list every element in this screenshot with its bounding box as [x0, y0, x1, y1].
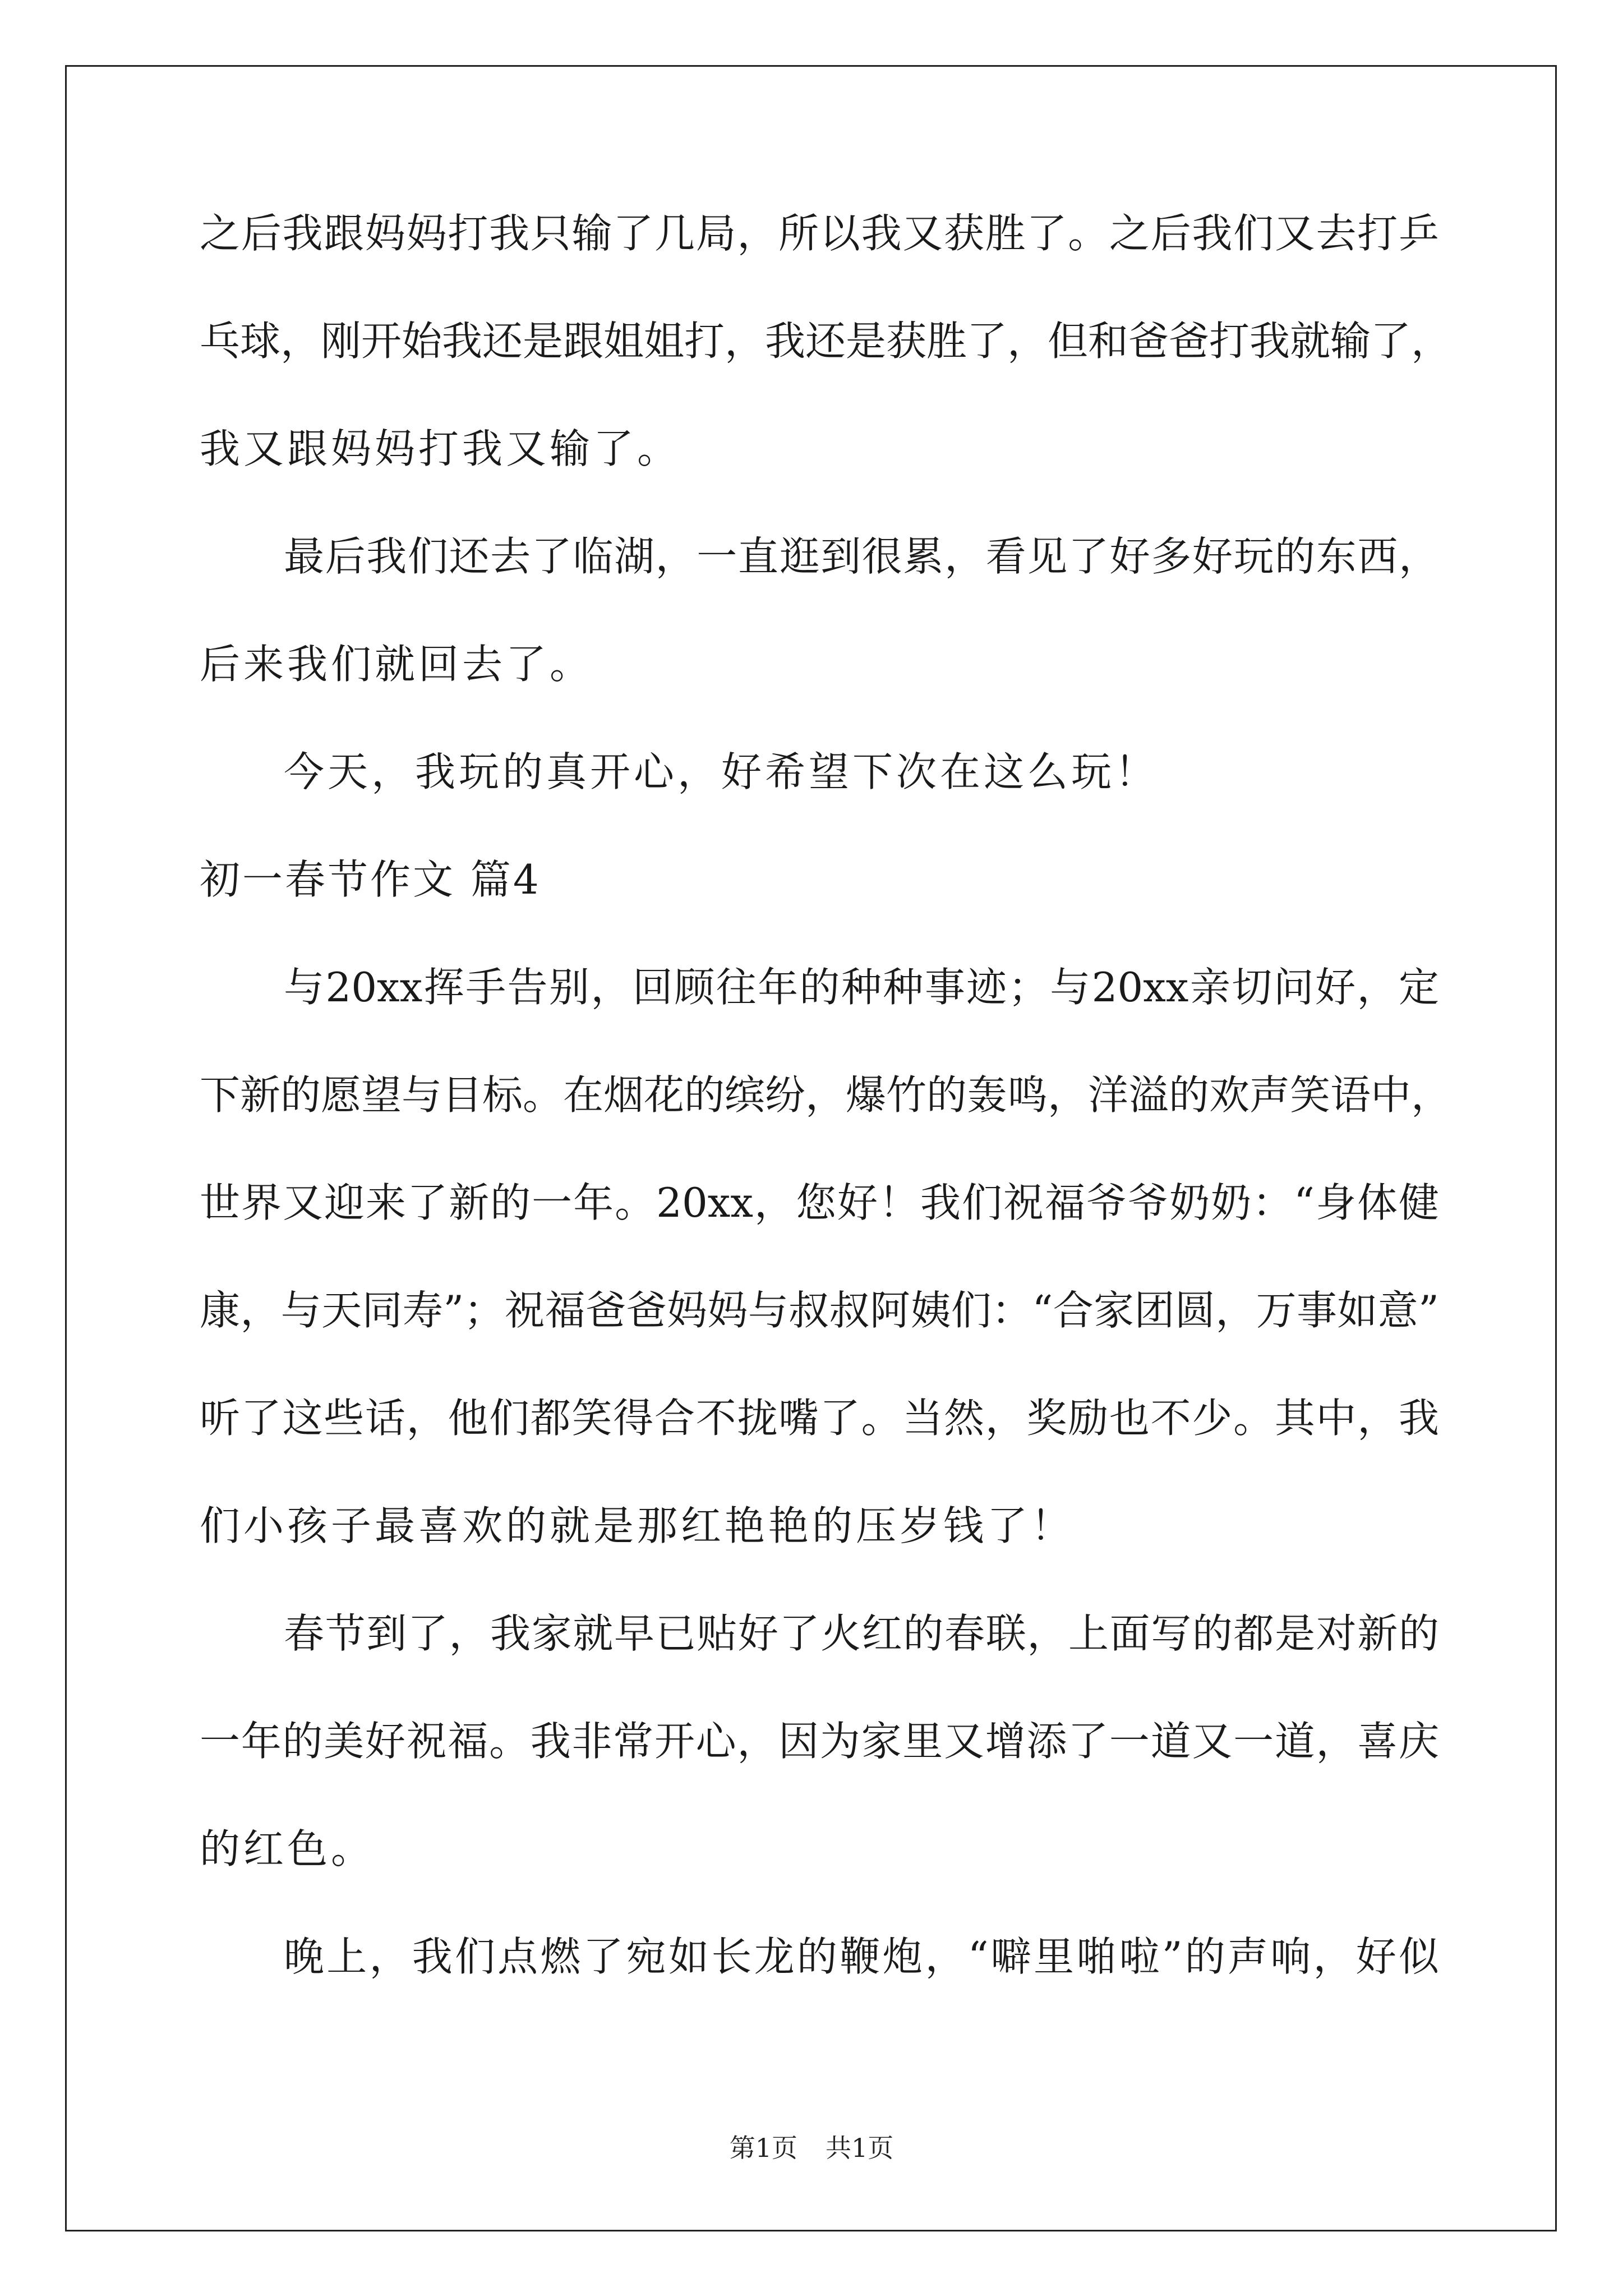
text-line: 听了这些话，他们都笑得合不拢嘴了。当然，奖励也不少。其中，我 — [200, 1395, 1439, 1442]
text-line: 一年的美好祝福。我非常开心，因为家里又增添了一道又一道，喜庆 — [200, 1718, 1439, 1765]
page-total: 共1页 — [826, 2133, 894, 2163]
text-line: 晚上，我们点燃了宛如长龙的鞭炮，“噼里啪啦”的声响，好似 — [284, 1933, 1439, 1980]
text-line: 的红色。 — [200, 1825, 375, 1872]
text-line: 之后我跟妈妈打我只输了几局，所以我又获胜了。之后我们又去打乒 — [200, 210, 1439, 257]
page-number: 第1页 — [729, 2133, 797, 2163]
text-line: 今天，我玩的真开心，好希望下次在这么玩！ — [284, 748, 1159, 795]
document-body — [200, 210, 1452, 2044]
page-footer — [0, 2135, 1623, 2161]
section-heading: 初一春节作文 篇4 — [200, 856, 541, 903]
text-line: 我又跟妈妈打我又输了。 — [200, 425, 681, 472]
text-line: 春节到了，我家就早已贴好了火红的春联，上面写的都是对新的 — [284, 1610, 1439, 1657]
text-line: 康，与天同寿”；祝福爸爸妈妈与叔叔阿姨们：“合家团圆，万事如意” — [200, 1287, 1439, 1334]
text-line: 与20xx挥手告别，回顾往年的种种事迹；与20xx亲切问好，定 — [284, 964, 1439, 1011]
text-line: 世界又迎来了新的一年。20xx，您好！我们祝福爷爷奶奶：“身体健 — [200, 1179, 1439, 1226]
text-line: 下新的愿望与目标。在烟花的缤纷，爆竹的轰鸣，洋溢的欢声笑语中， — [200, 1071, 1452, 1119]
text-line: 们小孩子最喜欢的就是那红艳艳的压岁钱了！ — [200, 1502, 1075, 1549]
text-line: 乓球，刚开始我还是跟姐姐打，我还是获胜了，但和爸爸打我就输了， — [200, 318, 1452, 365]
text-line: 后来我们就回去了。 — [200, 641, 594, 688]
text-line: 最后我们还去了临湖，一直逛到很累，看见了好多好玩的东西， — [284, 533, 1439, 580]
